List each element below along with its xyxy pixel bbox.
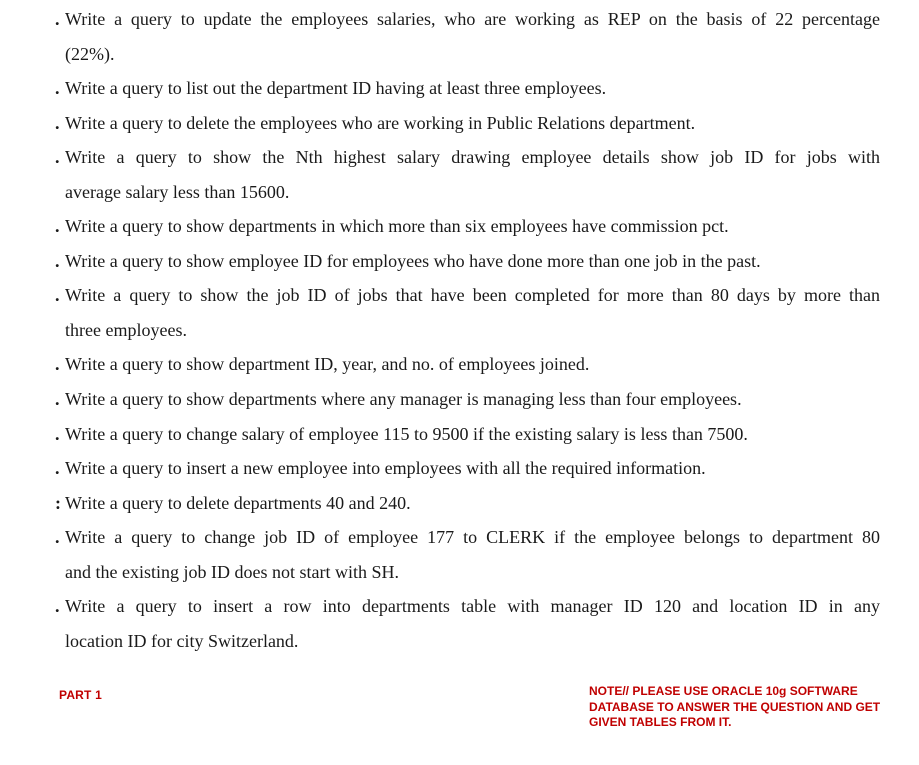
question-text: Write a query to change salary of employee 115 to 9500 if the existing salary is less than 7500. xyxy=(65,424,748,444)
list-bullet: : xyxy=(55,493,61,513)
question-text: Write a query to show departments in which more than six employees have commission pct. xyxy=(65,216,729,236)
question-text: Write a query to show the Nth highest salary drawing employee details show job ID for jobs with xyxy=(65,147,880,167)
question-text: Write a query to insert a row into departments table with manager ID 120 and location ID in any xyxy=(65,596,880,616)
note-line: NOTE// PLEASE USE ORACLE 10g SOFTWARE xyxy=(589,684,858,698)
list-bullet: . xyxy=(55,113,60,133)
question-text: Write a query to show departments where any manager is managing less than four employees. xyxy=(65,389,742,409)
question-text: Write a query to show employee ID for employees who have done more than one job in the past. xyxy=(65,251,761,271)
note-line: DATABASE TO ANSWER THE QUESTION AND GET xyxy=(589,699,881,714)
question-text: Write a query to delete departments 40 and 240. xyxy=(65,493,411,513)
question-text: Write a query to update the employees salaries, who are working as REP on the basis of 22 percentage xyxy=(65,9,880,29)
list-bullet: . xyxy=(55,285,60,305)
question-text-continued: location ID for city Switzerland. xyxy=(65,631,299,651)
list-bullet: . xyxy=(55,458,60,478)
note-line: GIVEN TABLES FROM IT. xyxy=(589,715,732,729)
question-text: Write a query to show department ID, year, and no. of employees joined. xyxy=(65,354,590,374)
list-bullet: . xyxy=(55,251,60,271)
question-text-continued: three employees. xyxy=(65,320,187,340)
list-bullet: . xyxy=(55,527,60,547)
list-bullet: . xyxy=(55,596,60,616)
list-bullet: . xyxy=(55,389,60,409)
list-bullet: . xyxy=(55,9,60,29)
question-text-continued: and the existing job ID does not start with SH. xyxy=(65,562,399,582)
list-bullet: . xyxy=(55,424,60,444)
part-label: PART 1 xyxy=(59,688,102,702)
question-text-continued: average salary less than 15600. xyxy=(65,182,290,202)
list-bullet: . xyxy=(55,354,60,374)
question-text: Write a query to delete the employees who are working in Public Relations department. xyxy=(65,113,696,133)
question-text: Write a query to change job ID of employee 177 to CLERK if the employee belongs to department 80 xyxy=(65,527,880,547)
list-bullet: . xyxy=(55,78,60,98)
question-text-continued: (22%). xyxy=(65,44,115,64)
question-text: Write a query to insert a new employee into employees with all the required information. xyxy=(65,458,706,478)
question-text: Write a query to show the job ID of jobs that have been completed for more than 80 days by more than xyxy=(65,285,880,305)
question-text: Write a query to list out the department ID having at least three employees. xyxy=(65,78,607,98)
list-bullet: . xyxy=(55,216,60,236)
list-bullet: . xyxy=(55,147,60,167)
note-text xyxy=(589,684,914,731)
